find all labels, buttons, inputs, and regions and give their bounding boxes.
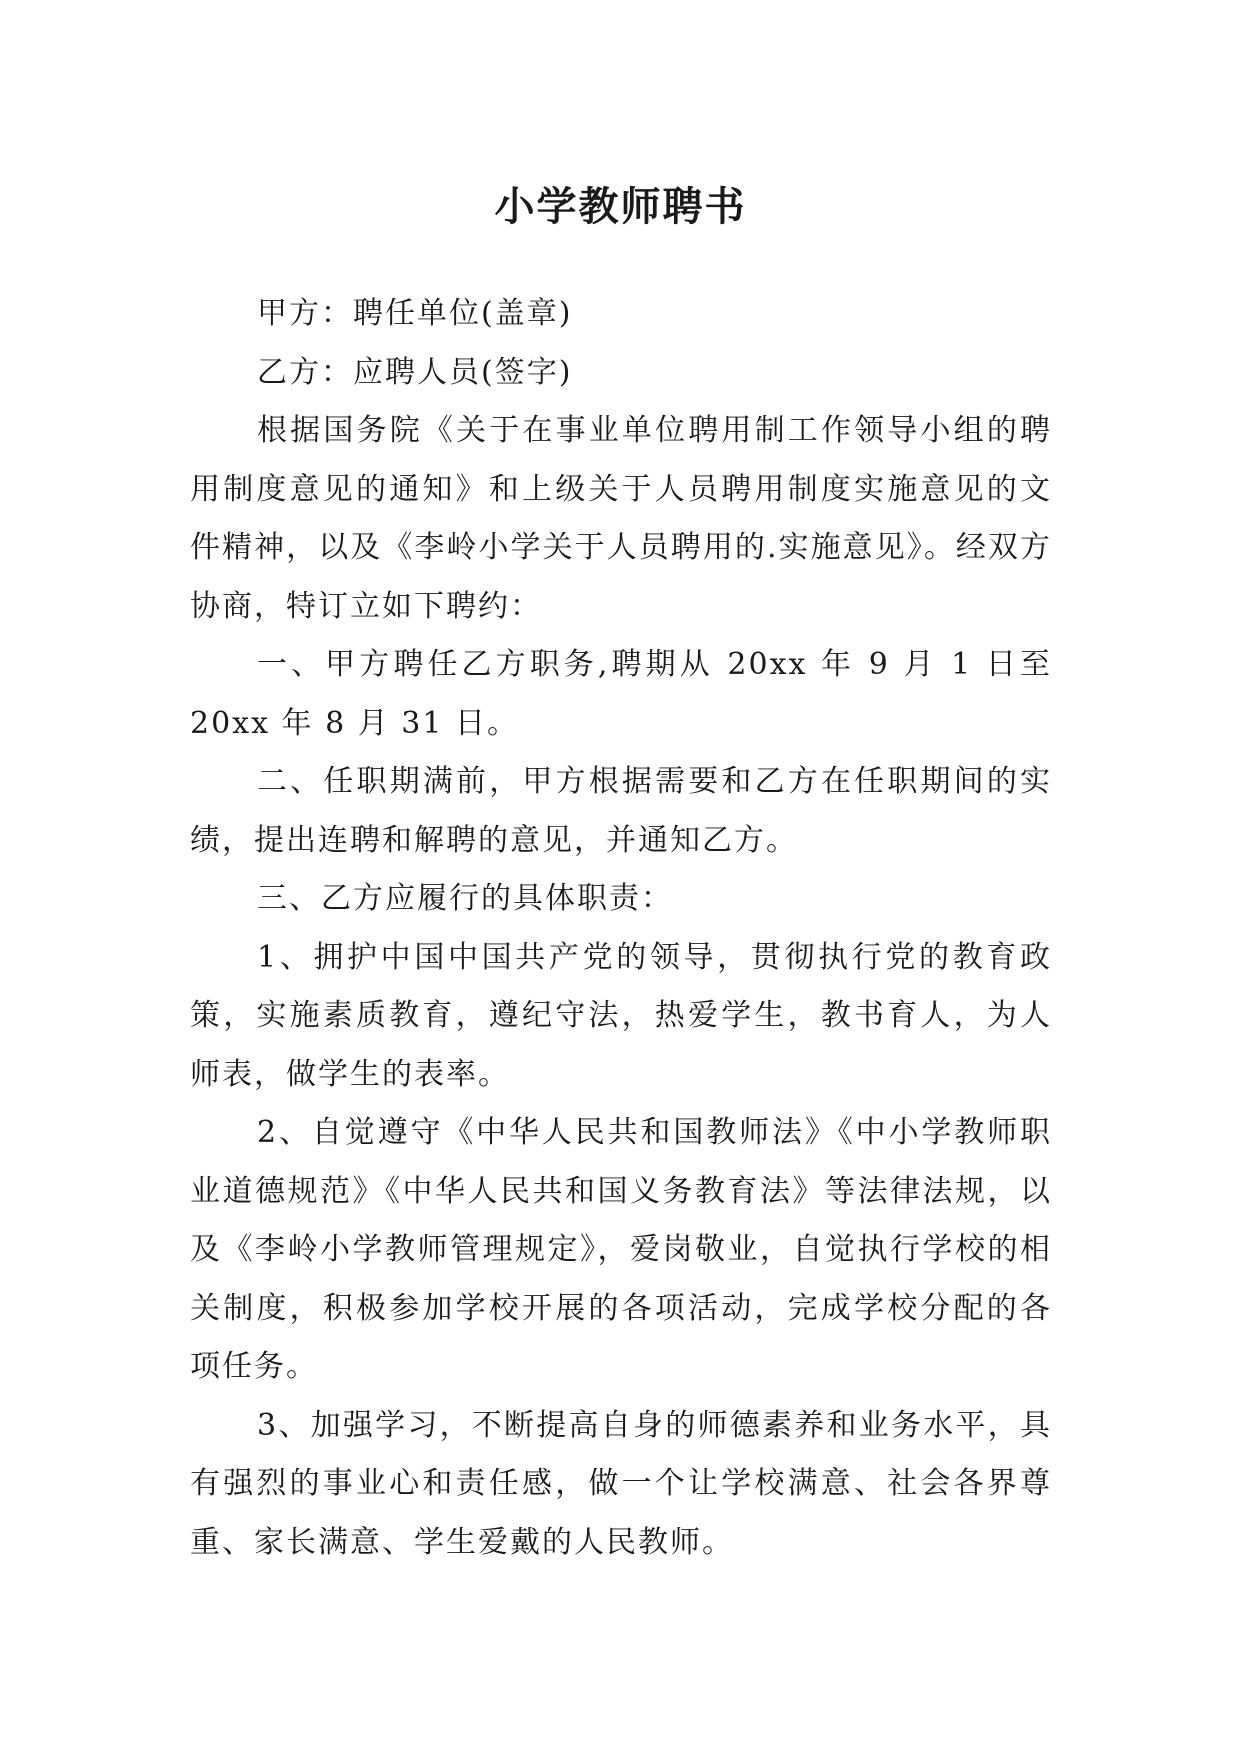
clause-1-term: 一、甲方聘任乙方职务,聘期从 20xx 年 9 月 1 日至 20xx 年 8 月 31 日。: [190, 647, 1052, 741]
duty-item-1: 1、拥护中国中国共产党的领导，贯彻执行党的教育政策，实施素质教育，遵纪守法，热爱学生，教书育人，为人师表，做学生的表率。: [190, 939, 1052, 1092]
party-a-line: 甲方：聘任单位(盖章): [257, 296, 573, 331]
document-title: 小学教师聘书: [494, 183, 747, 230]
duty-item-3: 3、加强学习，不断提高自身的师德素养和业务水平，具有强烈的事业心和责任感，做一个让学校满意、社会各界尊重、家长满意、学生爱戴的人民教师。: [190, 1407, 1052, 1560]
clause-2-renewal: 二、任职期满前，甲方根据需要和乙方在任职期间的实绩，提出连聘和解聘的意见，并通知乙方。: [190, 764, 1052, 858]
party-b-line: 乙方：应聘人员(签字): [257, 354, 573, 390]
preamble-paragraph: 根据国务院《关于在事业单位聘用制工作领导小组的聘用制度意见的通知》和上级关于人员聘用制度实施意见的文件精神，以及《李岭小学关于人员聘用的.实施意见》。经双方协商，特订立如下聘约：: [190, 413, 1052, 624]
duty-item-2: 2、自觉遵守《中华人民共和国教师法》《中小学教师职业道德规范》《中华人民共和国义务教育法》等法律法规，以及《李岭小学教师管理规定》，爱岗敬业，自觉执行学校的相关制度，积极参加学校开展的各项活动，完成学校分配的各项任务。: [190, 1115, 1052, 1384]
document-body: [190, 285, 1052, 1572]
clause-3-heading: 三、乙方应履行的具体职责：: [257, 881, 673, 916]
